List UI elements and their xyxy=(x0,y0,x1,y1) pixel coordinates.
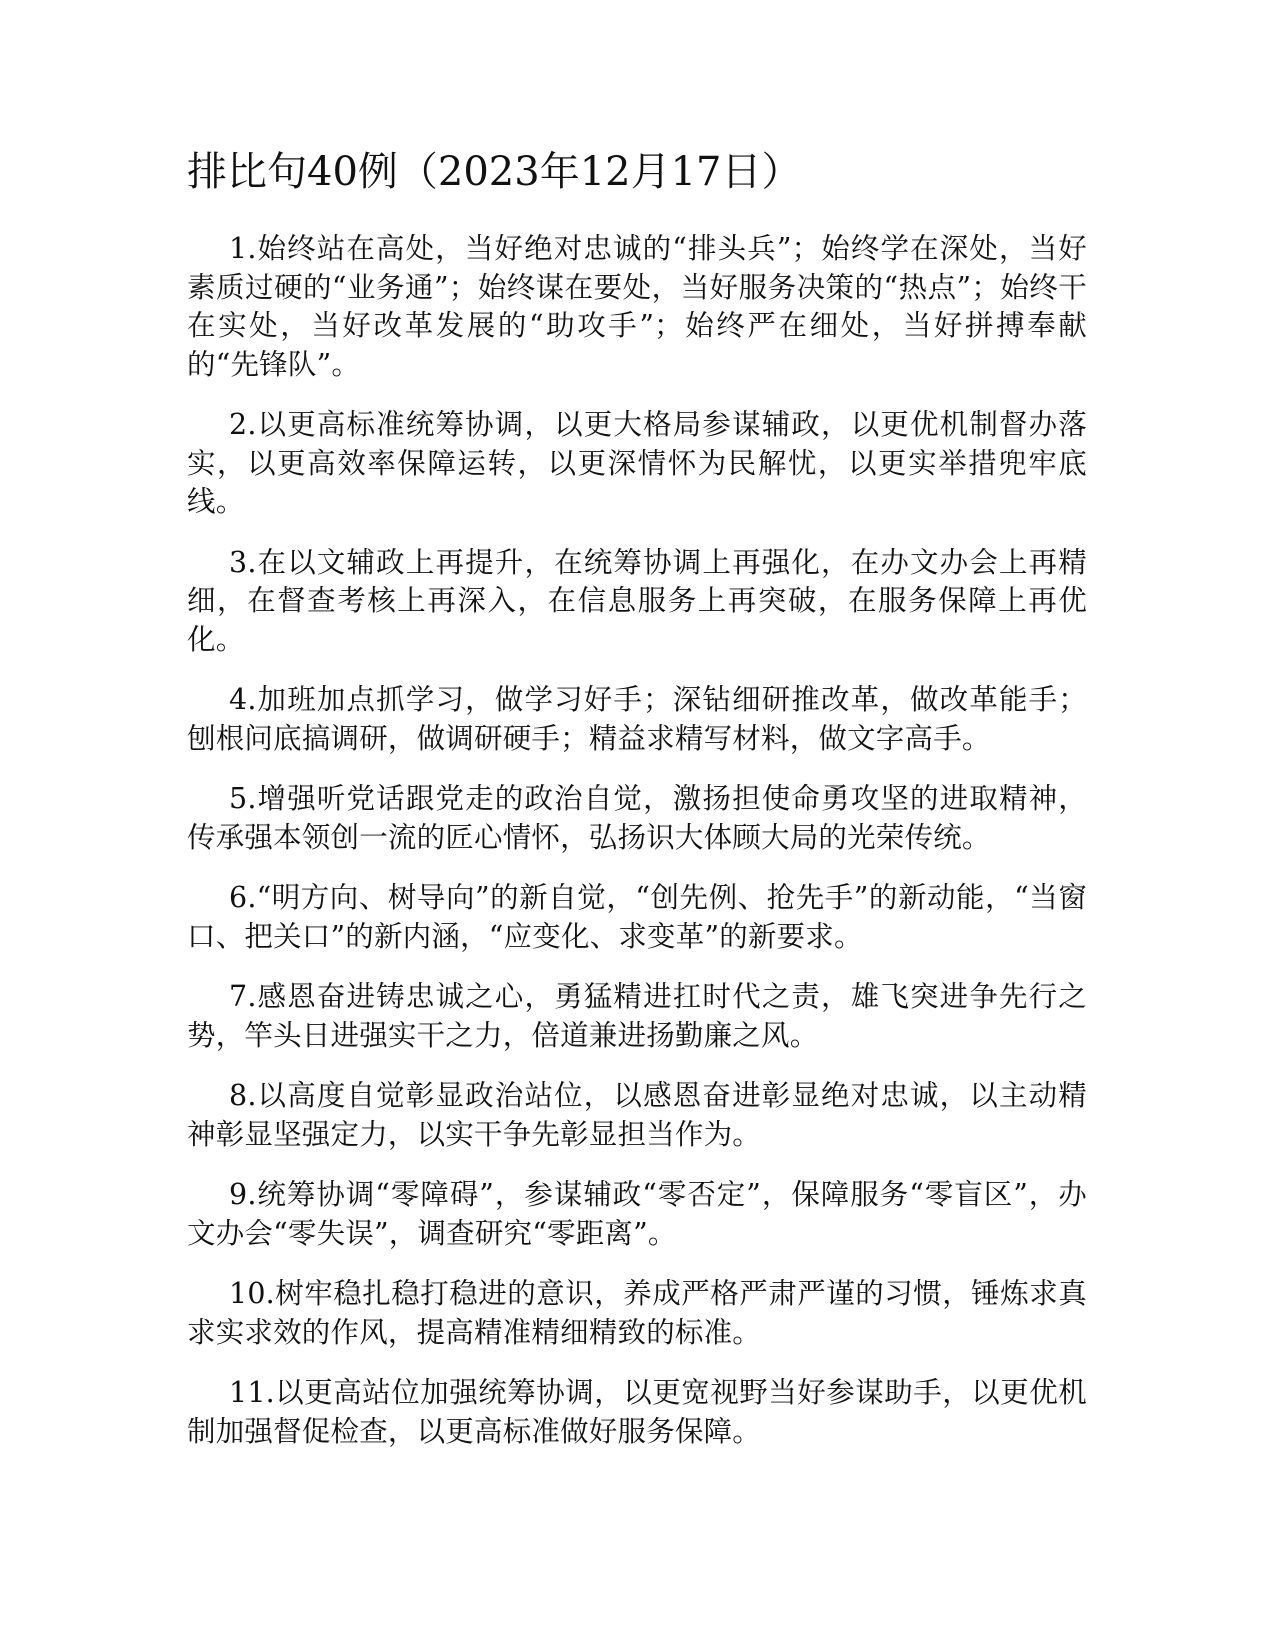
document-page xyxy=(187,140,1087,1473)
paragraph-4: 4.加班加点抓学习，做学习好手；深钻细研推改革，做改革能手；刨根问底搞调研，做调研硬手；精益求精写材料，做文字高手。 xyxy=(187,683,1087,755)
paragraph-1: 1.始终站在高处，当好绝对忠诚的“排头兵”；始终学在深处，当好素质过硬的“业务通”；始终谋在要处，当好服务决策的“热点”；始终干在实处，当好改革发展的“助攻手”；始终严在细处，当好拼搏奉献的“先锋队”。 xyxy=(187,232,1087,381)
document-title: 排比句40例（2023年12月17日） xyxy=(187,149,802,195)
paragraph-10: 10.树牢稳扎稳打稳进的意识，养成严格严肃严谨的习惯，锤炼求真求实求效的作风，提高精准精细精致的标准。 xyxy=(187,1277,1087,1349)
paragraph-7: 7.感恩奋进铸忠诚之心，勇猛精进扛时代之责，雄飞突进争先行之势，竿头日进强实干之力，倍道兼进扬勤廉之风。 xyxy=(187,980,1087,1052)
paragraph-8: 8.以高度自觉彰显政治站位，以感恩奋进彰显绝对忠诚，以主动精神彰显坚强定力，以实干争先彰显担当作为。 xyxy=(187,1079,1087,1151)
paragraph-11: 11.以更高站位加强统筹协调，以更宽视野当好参谋助手，以更优机制加强督促检查，以更高标准做好服务保障。 xyxy=(187,1376,1087,1448)
paragraph-3: 3.在以文辅政上再提升，在统筹协调上再强化，在办文办会上再精细，在督查考核上再深入，在信息服务上再突破，在服务保障上再优化。 xyxy=(187,545,1087,656)
paragraph-9: 9.统筹协调“零障碍”，参谋辅政“零否定”，保障服务“零盲区”，办文办会“零失误”，调查研究“零距离”。 xyxy=(187,1178,1087,1250)
paragraph-6: 6.“明方向、树导向”的新自觉，“创先例、抢先手”的新动能，“当窗口、把关口”的新内涵，“应变化、求变革”的新要求。 xyxy=(187,881,1087,953)
paragraph-2: 2.以更高标准统筹协调，以更大格局参谋辅政，以更优机制督办落实，以更高效率保障运转，以更深情怀为民解忧，以更实举措兜牢底线。 xyxy=(187,408,1087,518)
paragraph-5: 5.增强听党话跟党走的政治自觉，激扬担使命勇攻坚的进取精神，传承强本领创一流的匠心情怀，弘扬识大体顾大局的光荣传统。 xyxy=(187,782,1087,854)
